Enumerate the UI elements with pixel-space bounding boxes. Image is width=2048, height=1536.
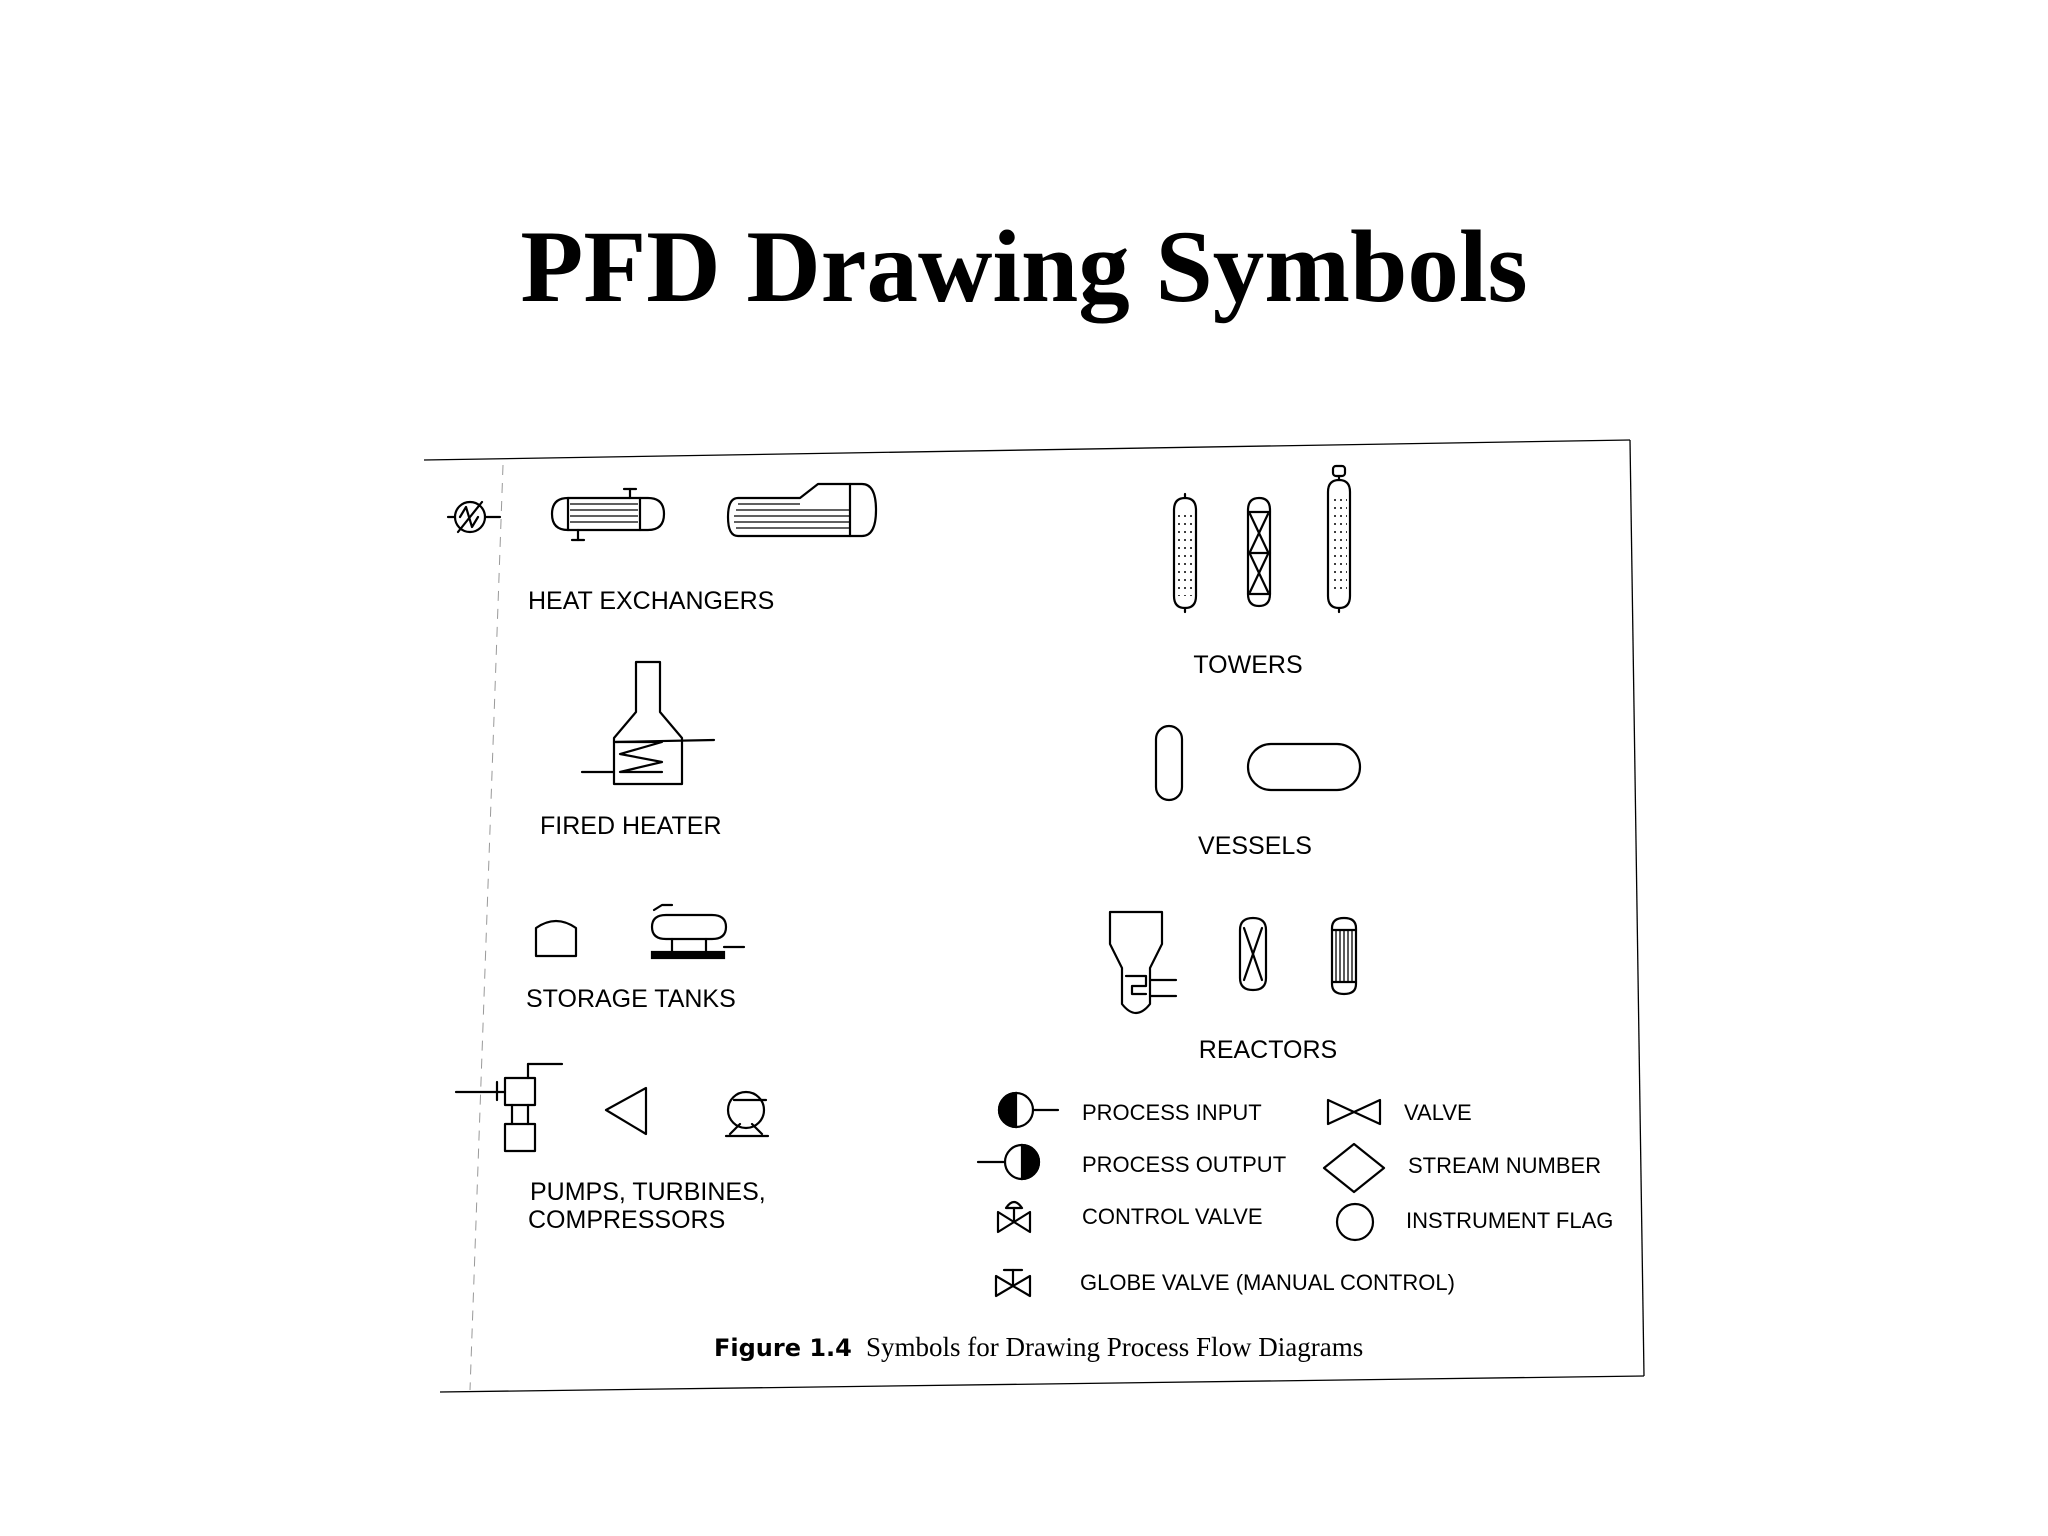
- fired-heater-icon: [582, 662, 714, 784]
- tray-tower-icon: [1174, 494, 1196, 612]
- figure-caption-text: Symbols for Drawing Process Flow Diagrams: [866, 1332, 1364, 1362]
- globe-valve-label: GLOBE VALVE (MANUAL CONTROL): [1080, 1270, 1455, 1295]
- cone-roof-tank-icon: [536, 921, 576, 956]
- process-output-icon: [978, 1145, 1039, 1179]
- horizontal-vessel-icon: [1248, 744, 1360, 790]
- vessels-label: VESSELS: [1198, 832, 1312, 860]
- tower-icons: [1174, 466, 1350, 612]
- storage-tanks-label: STORAGE TANKS: [526, 985, 736, 1013]
- simple-heat-exchanger-icon: [448, 502, 500, 532]
- shell-tube-exchanger-icon: [552, 489, 664, 540]
- vessel-icons: [1156, 726, 1360, 800]
- fired-heater-label: FIRED HEATER: [540, 812, 722, 840]
- process-input-icon: [999, 1093, 1058, 1127]
- reactors-label: REACTORS: [1198, 1036, 1338, 1064]
- legend: [978, 1093, 1613, 1296]
- process-input-label: PROCESS INPUT: [1082, 1100, 1262, 1125]
- pumps-label-line2: COMPRESSORS: [528, 1206, 726, 1234]
- stream-number-label: STREAM NUMBER: [1408, 1153, 1602, 1178]
- kettle-reboiler-icon: [728, 484, 876, 536]
- control-valve-icon: [998, 1202, 1030, 1232]
- valve-label: VALVE: [1404, 1100, 1472, 1125]
- figure-caption-label: Figure 1.4: [714, 1334, 852, 1362]
- fired-reactor-icon: [1110, 912, 1176, 1013]
- instrument-flag-icon: [1337, 1204, 1373, 1240]
- figure-border: [424, 440, 1644, 1392]
- control-valve-label: CONTROL VALVE: [1082, 1204, 1263, 1229]
- packed-tower-icon: [1248, 498, 1270, 606]
- tower-with-condenser-icon: [1328, 466, 1350, 612]
- centrifugal-pump-icon: [726, 1092, 768, 1136]
- storage-tank-icons: [536, 905, 744, 958]
- towers-label: TOWERS: [1193, 651, 1303, 679]
- figure-caption: [714, 1332, 1363, 1362]
- process-output-label: PROCESS OUTPUT: [1082, 1152, 1287, 1177]
- heat-exchanger-icons: [448, 484, 876, 540]
- instrument-flag-label: INSTRUMENT FLAG: [1406, 1208, 1614, 1233]
- horizontal-tank-icon: [652, 905, 744, 958]
- valve-icon: [1328, 1100, 1380, 1124]
- turbine-pump-icon: [456, 1064, 562, 1151]
- reactor-icons: [1110, 912, 1356, 1013]
- pumps-label-line1: PUMPS, TURBINES,: [530, 1178, 766, 1206]
- vertical-vessel-icon: [1156, 726, 1182, 800]
- compressor-icon: [606, 1088, 646, 1134]
- slide-title: PFD Drawing Symbols: [520, 210, 1528, 324]
- pump-turbine-compressor-icons: [456, 1064, 768, 1151]
- tubular-reactor-icon: [1332, 918, 1356, 994]
- stream-number-icon: [1324, 1144, 1384, 1192]
- packed-bed-reactor-icon: [1240, 918, 1266, 990]
- heat-exchangers-label: HEAT EXCHANGERS: [528, 587, 775, 615]
- globe-valve-icon: [996, 1270, 1030, 1296]
